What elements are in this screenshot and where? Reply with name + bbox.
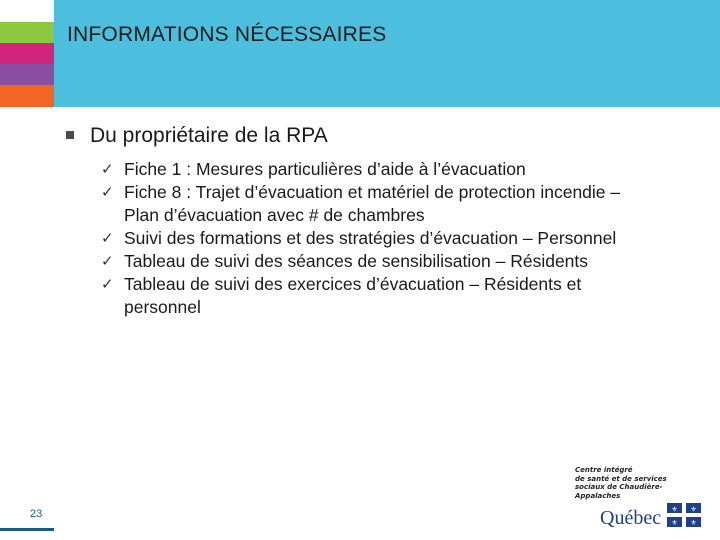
cisss-logo-text — [575, 466, 685, 500]
check-icon: ✓ — [101, 252, 114, 270]
svg-text:⚜: ⚜ — [690, 519, 697, 527]
quebec-wordmark: Québec — [600, 507, 662, 529]
slide-content — [66, 124, 706, 319]
checklist-item — [66, 227, 706, 250]
stripe-purple — [0, 64, 54, 85]
checklist-item — [66, 158, 706, 181]
check-icon: ✓ — [101, 160, 114, 178]
checklist-item-line: Suivi des formations et des stratégies d’évacuation – Personnel — [124, 228, 617, 248]
page-number-underline — [0, 528, 54, 531]
stripe-white — [0, 0, 54, 22]
stripe-orange — [0, 85, 54, 107]
stripe-magenta — [0, 43, 54, 64]
page-number-box — [2, 500, 52, 530]
square-bullet-icon — [66, 131, 74, 139]
bullet-text: Du propriétaire de la RPA — [90, 124, 328, 147]
checklist-item — [66, 273, 706, 319]
checklist-item — [66, 181, 706, 227]
page-number: 23 — [30, 508, 43, 520]
stripe-green — [0, 22, 54, 43]
checklist — [66, 158, 706, 319]
quebec-flag-icon — [667, 503, 701, 527]
header-bar — [0, 0, 720, 107]
checklist-item-line: Fiche 8 : Trajet d’évacuation et matériel de protection incendie – — [124, 182, 621, 202]
color-stripes — [0, 0, 54, 107]
page-title: INFORMATIONS NÉCESSAIRES — [67, 23, 387, 46]
check-icon: ✓ — [101, 229, 114, 247]
logo-line: Centre intégré — [575, 466, 633, 474]
logo-line: de santé et de services — [575, 474, 667, 483]
checklist-item-line: Tableau de suivi des exercices d’évacuation – Résidents et — [124, 274, 582, 294]
checklist-item-line: personnel — [124, 297, 201, 317]
bullet-item — [66, 124, 706, 154]
check-icon: ✓ — [101, 183, 114, 201]
logo-line: Appalaches — [575, 491, 621, 500]
checklist-item-line: Tableau de suivi des séances de sensibilisation – Résidents — [124, 251, 589, 271]
checklist-item — [66, 250, 706, 273]
checklist-item-line: Fiche 1 : Mesures particulières d’aide à l’évacuation — [124, 159, 526, 179]
svg-text:⚜: ⚜ — [671, 519, 678, 527]
svg-text:⚜: ⚜ — [690, 505, 697, 514]
svg-text:⚜: ⚜ — [671, 505, 678, 514]
check-icon: ✓ — [101, 275, 114, 293]
checklist-item-line: Plan d’évacuation avec # de chambres — [124, 205, 425, 225]
logo-line: sociaux de Chaudière- — [575, 483, 663, 491]
